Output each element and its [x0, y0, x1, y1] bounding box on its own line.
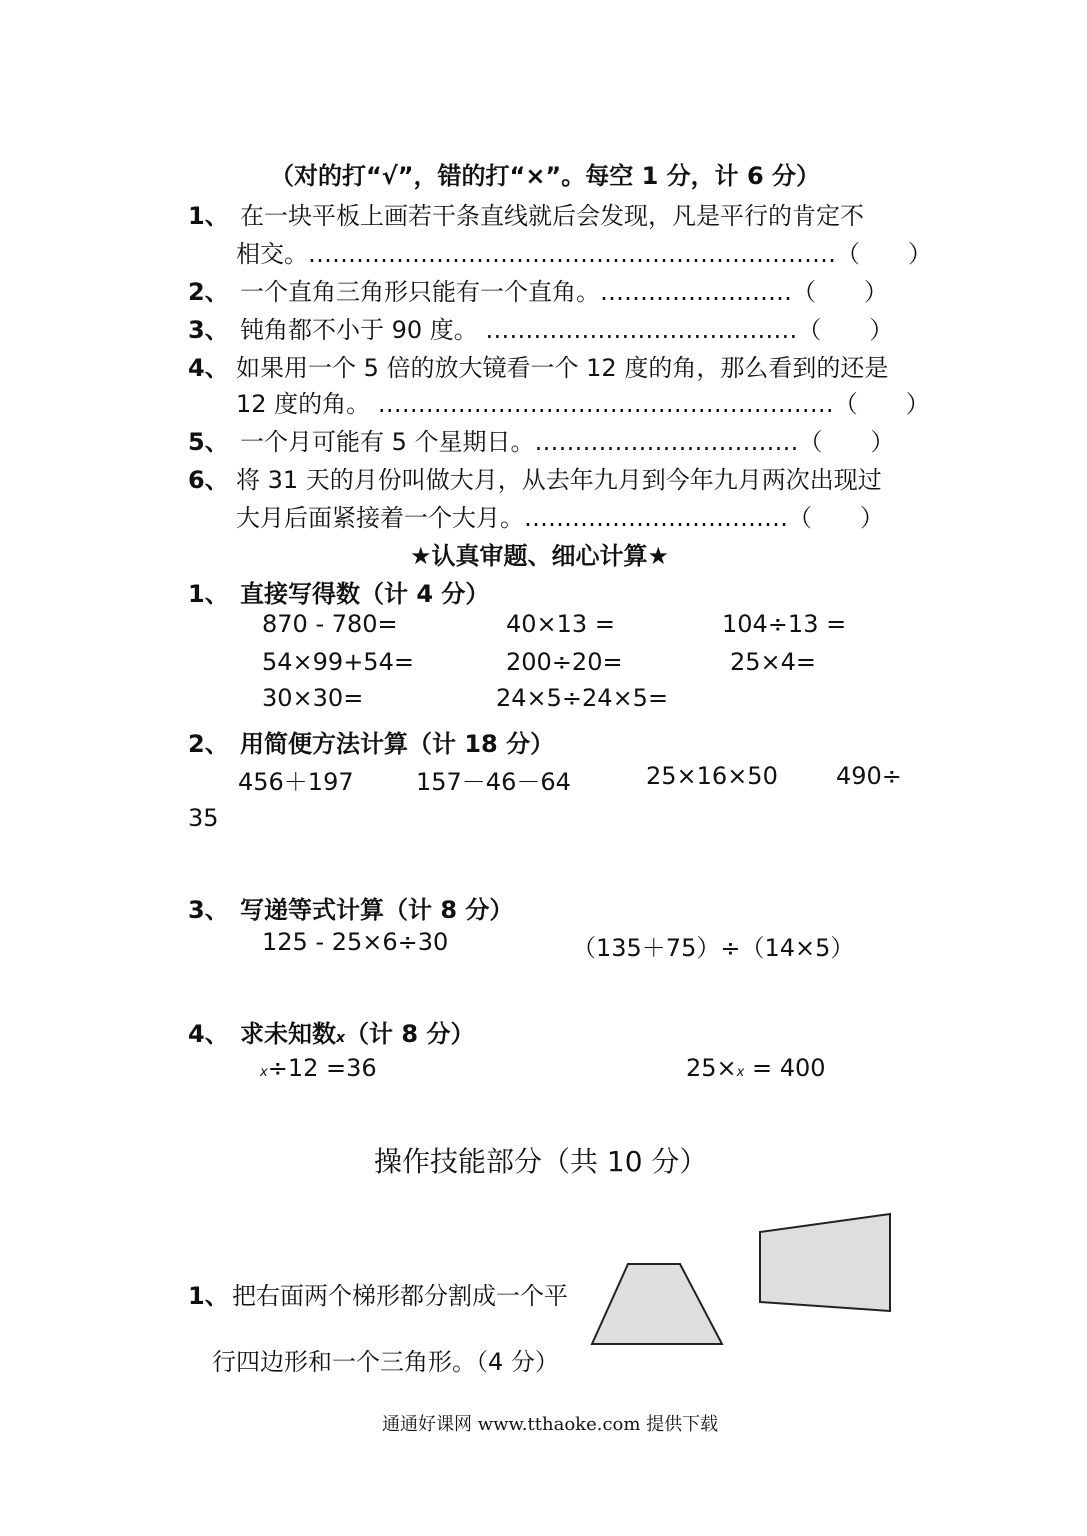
calc-q4-expr-b-post: = 400 — [744, 1054, 826, 1082]
judge-item-6-number: 6、 — [188, 466, 229, 494]
calc-q3-title: 写递等式计算（计 8 分） — [240, 896, 514, 924]
judge-header: （对的打“√”，错的打“×”。每空 1 分，计 6 分） — [270, 162, 821, 190]
ops-q1-text-cont: 行四边形和一个三角形。（4 分） — [212, 1348, 559, 1376]
judge-item-6-text-cont: 大月后面紧接着一个大月。……………………………（ ） — [236, 504, 884, 532]
judge-item-1-text: 在一块平板上画若干条直线就后会发现，凡是平行的肯定不 — [240, 202, 864, 230]
calc-q2-expr: 490÷ — [836, 762, 902, 790]
calc-q1-expr: 30×30= — [262, 684, 364, 712]
judge-item-3-text: 钝角都不小于 90 度。 …………………………………（ ） — [240, 316, 894, 344]
calc-q3-expr: （135＋75）÷（14×5） — [572, 934, 855, 962]
calc-q1-expr: 54×99+54= — [262, 648, 414, 676]
judge-item-1-number: 1、 — [188, 202, 229, 230]
ops-title: 操作技能部分（共 10 分） — [374, 1145, 708, 1178]
calc-q2-expr: 456＋197 — [238, 768, 354, 796]
calc-q4-expr-b — [686, 1054, 826, 1082]
calc-q4-expr-a-text: ÷12 =36 — [267, 1054, 377, 1082]
calc-q4-title-b: （计 8 分） — [345, 1020, 475, 1048]
judge-item-3-number: 3、 — [188, 316, 229, 344]
calc-section-title: ★认真审题、细心计算★ — [410, 542, 670, 570]
trapezoid-isosceles — [592, 1264, 722, 1344]
judge-item-5-text: 一个月可能有 5 个星期日。……………………………（ ） — [240, 428, 895, 456]
calc-q4-expr-a — [260, 1054, 377, 1082]
ops-q1-text: 把右面两个梯形都分割成一个平 — [232, 1282, 568, 1310]
calc-q4-var: x — [736, 1065, 745, 1080]
calc-q2-expr-wrap: 35 — [188, 804, 219, 832]
calc-q1-expr: 200÷20= — [506, 648, 623, 676]
trapezoid-right — [760, 1214, 890, 1311]
calc-q2-expr: 25×16×50 — [646, 762, 778, 790]
judge-item-2-number: 2、 — [188, 278, 229, 306]
calc-q4-var: x — [336, 1030, 346, 1046]
calc-q3-expr: 125 - 25×6÷30 — [262, 928, 449, 956]
calc-q1-expr: 870 - 780= — [262, 610, 398, 638]
judge-item-1-text-cont: 相交。…………………………………………………………（ ） — [236, 240, 932, 268]
calc-q3-number: 3、 — [188, 896, 229, 924]
calc-q4-number: 4、 — [188, 1020, 229, 1048]
calc-q4-title — [240, 1014, 474, 1049]
calc-q4-title-a: 求未知数 — [240, 1020, 336, 1048]
calc-q1-expr: 104÷13 = — [722, 610, 847, 638]
judge-item-4-text-cont: 12 度的角。 …………………………………………………（ ） — [236, 390, 930, 418]
judge-item-5-number: 5、 — [188, 428, 229, 456]
calc-q4-expr-b-pre: 25× — [686, 1054, 737, 1082]
judge-item-6-text: 将 31 天的月份叫做大月，从去年九月到今年九月两次出现过 — [236, 466, 882, 494]
trapezoid-figures — [580, 1200, 910, 1360]
calc-q4-var: x — [260, 1065, 268, 1080]
calc-q2-expr: 157－46－64 — [416, 768, 571, 796]
calc-q1-expr: 24×5÷24×5= — [496, 684, 669, 712]
calc-q1-number: 1、 — [188, 580, 229, 608]
ops-q1-number: 1、 — [188, 1282, 229, 1310]
page-footer: 通通好课网 www.tthaoke.com 提供下载 — [382, 1414, 719, 1435]
judge-item-4-number: 4、 — [188, 354, 229, 382]
calc-q1-title: 直接写得数（计 4 分） — [240, 580, 490, 608]
judge-item-2-text: 一个直角三角形只能有一个直角。……………………（ ） — [240, 278, 888, 306]
calc-q2-number: 2、 — [188, 730, 229, 758]
calc-q2-title: 用简便方法计算（计 18 分） — [240, 730, 555, 758]
calc-q1-expr: 25×4= — [730, 648, 817, 676]
judge-item-4-text: 如果用一个 5 倍的放大镜看一个 12 度的角，那么看到的还是 — [236, 354, 889, 382]
calc-q1-expr: 40×13 = — [506, 610, 615, 638]
